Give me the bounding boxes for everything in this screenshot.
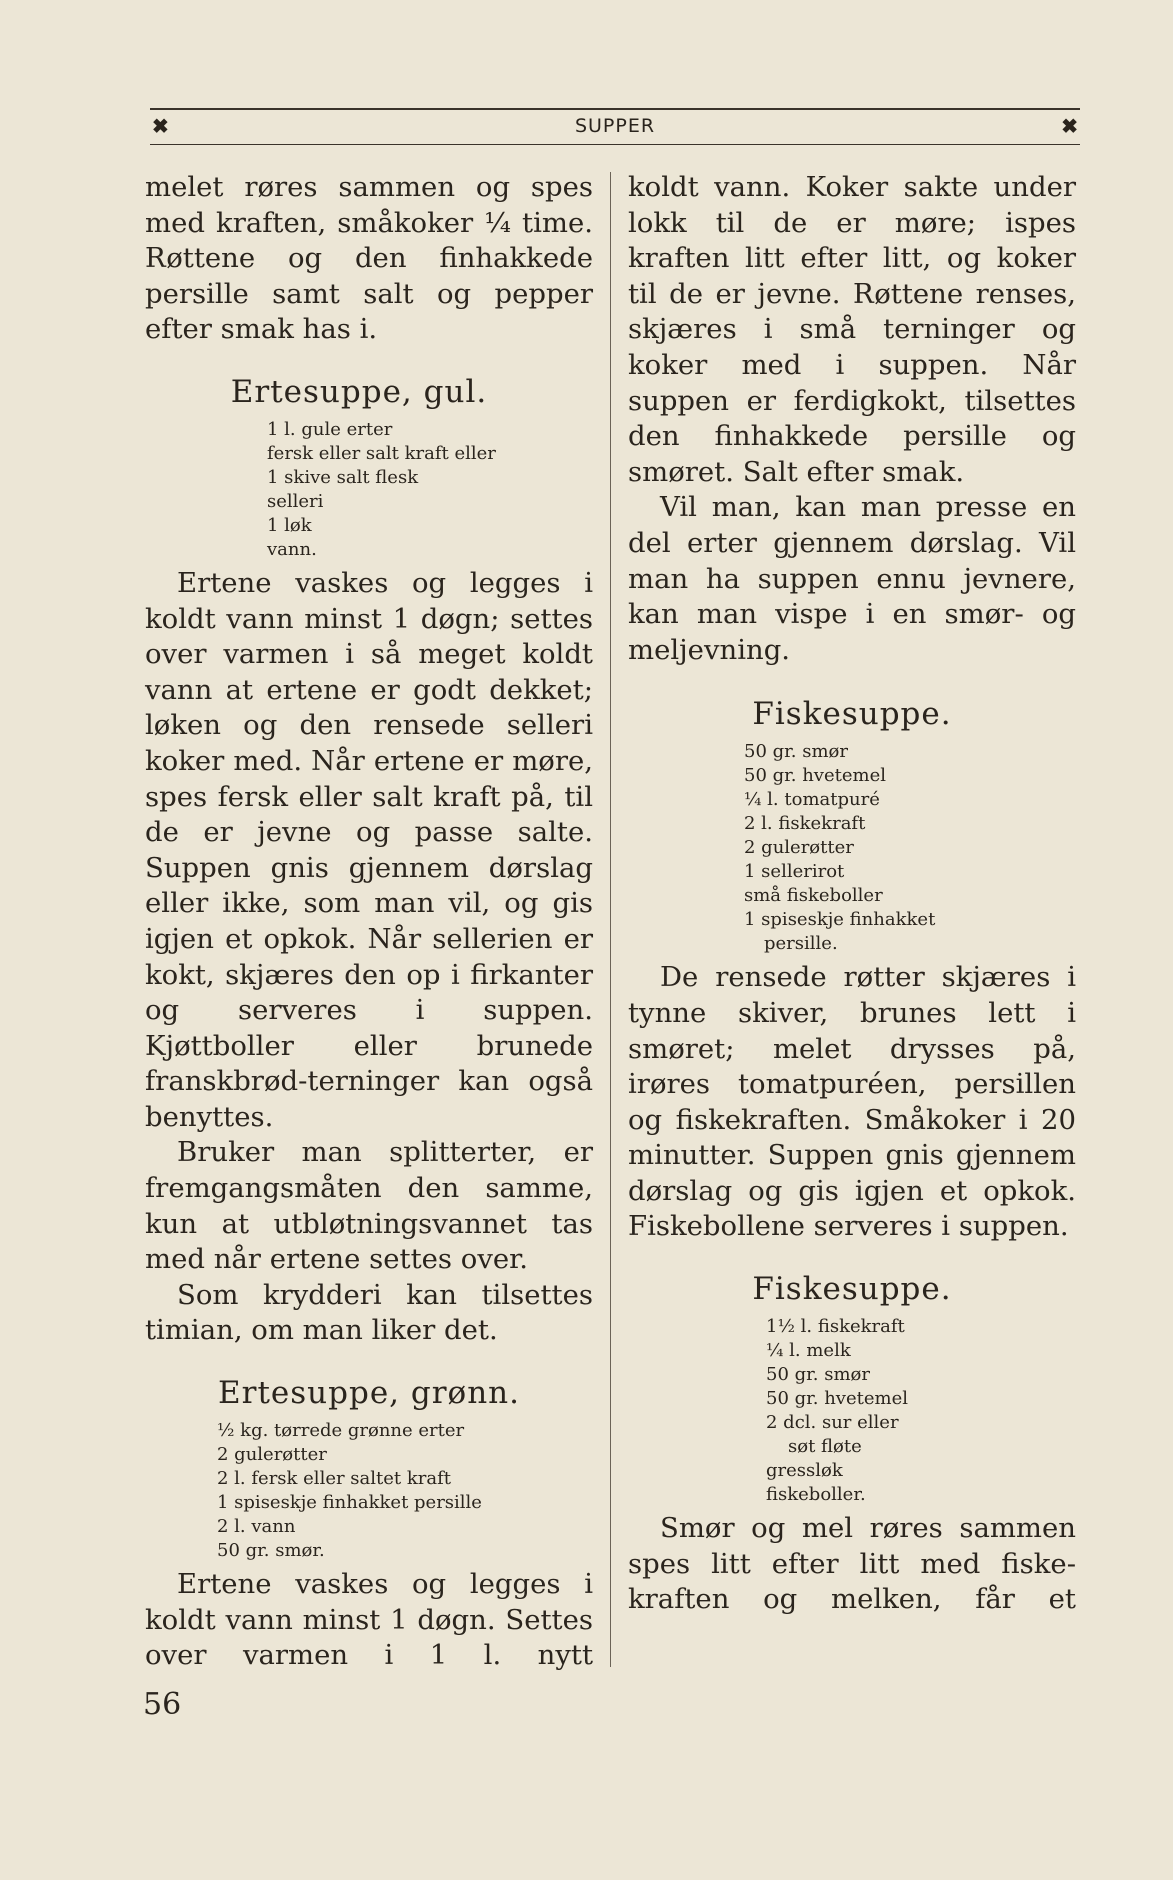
left-column bbox=[145, 170, 593, 1674]
recipe-title-fiskesuppe-1: Fiskesuppe. bbox=[752, 696, 952, 733]
ingredient-item: 1 løk bbox=[267, 514, 312, 536]
ingredient-item: 2 l. vann bbox=[217, 1516, 296, 1538]
ingredient-item: 1 l. gule erter bbox=[267, 418, 393, 440]
ingredient-item: persille. bbox=[764, 933, 838, 955]
ingredient-item: 2 dcl. sur eller bbox=[766, 1412, 899, 1434]
continued-paragraph: Vil man, kan man presse en del erter gjennem dørslag. Vil man ha suppen ennu jevnere, kan man vispe i en smør- og meljevning. bbox=[628, 491, 1076, 666]
recipe-title-fiskesuppe-2: Fiskesuppe. bbox=[752, 1271, 952, 1308]
ingredient-item: 50 gr. hvetemel bbox=[744, 765, 886, 787]
ingredient-item: 2 l. fersk eller saltet kraft bbox=[217, 1468, 452, 1490]
ingredient-item: 50 gr. hvetemel bbox=[766, 1388, 908, 1410]
recipe-paragraph: Bruker man splitterter, er fremgangsmåten den samme, kun at utbløtningsvannet tas med når ertene settes over. bbox=[145, 1136, 593, 1276]
ingredient-item: ¼ l. melk bbox=[766, 1340, 851, 1362]
ingredient-item: 50 gr. smør bbox=[744, 741, 848, 763]
recipe-paragraph: De rensede røtter skjæres i tynne skiver, brunes lett i smøret; melet drysses på, irøres tomatpuréen, persillen og fiskekraften. Småkoker i 20 minutter. Suppen gnis gjennem dørslag og gis igjen et opkok. Fiskebollene serveres i suppen. bbox=[628, 961, 1076, 1243]
right-column bbox=[628, 170, 1076, 1618]
ornament-right-icon: ✖ bbox=[1061, 114, 1078, 138]
ingredient-item: ¼ l. tomatpuré bbox=[744, 789, 880, 811]
ingredient-item: selleri bbox=[267, 490, 324, 512]
ingredients-ertesuppe-gronn bbox=[217, 1419, 593, 1563]
ingredient-item: 50 gr. smør. bbox=[217, 1540, 325, 1562]
ingredient-item: 1 spiseskje finhakket bbox=[744, 909, 936, 931]
ingredient-item: små fiskeboller bbox=[744, 885, 883, 907]
recipe-paragraph: Ertene vaskes og legges i koldt vann minst 1 døgn; settes over varmen i så meget koldt vann at ertene er godt dekket; løken og den rensede selleri koker med. Når ertene er møre, spes fersk eller salt kraft på, til de er jevne og passe salte. Suppen gnis gjennem dørslag eller ikke, som man vil, og gis igjen et opkok. Når sellerien er kokt, skjæres den op i firkanter og serveres i suppen. Kjøttboller eller brunede franskbrød-terninger kan også benyttes. bbox=[145, 566, 593, 1133]
ingredients-fiskesuppe-1 bbox=[744, 740, 1076, 956]
ingredient-item: 1½ l. fiskekraft bbox=[766, 1316, 905, 1338]
column-divider bbox=[610, 172, 611, 1667]
intro-paragraph: melet røres sammen og spes med kraften, småkoker ¼ time. Røttene og den finhakkede persille samt salt og pepper efter smak has i. bbox=[145, 171, 593, 346]
ornament-left-icon: ✖ bbox=[152, 114, 169, 138]
recipe-paragraph: Ertene vaskes og legges i koldt vann minst 1 døgn. Settes over varmen i 1 l. nytt bbox=[145, 1568, 593, 1672]
ingredient-item: fersk eller salt kraft eller bbox=[267, 442, 496, 464]
ingredients-fiskesuppe-2 bbox=[766, 1315, 1076, 1507]
ingredient-item: gressløk bbox=[766, 1460, 843, 1482]
ingredient-item: 2 gulerøtter bbox=[217, 1444, 327, 1466]
ingredient-item: 1 sellerirot bbox=[744, 861, 845, 883]
ingredient-item: 50 gr. smør bbox=[766, 1364, 870, 1386]
running-title: SUPPER bbox=[574, 115, 656, 137]
ingredient-item: ½ kg. tørrede grønne erter bbox=[217, 1420, 465, 1442]
ingredient-item: søt fløte bbox=[788, 1436, 862, 1458]
ingredient-item: 1 skive salt flesk bbox=[267, 466, 419, 488]
ingredients-ertesuppe-gul bbox=[267, 418, 593, 562]
ingredient-item: 1 spiseskje finhakket persille bbox=[217, 1492, 482, 1514]
ingredient-item: 2 l. fiskekraft bbox=[744, 813, 866, 835]
ingredient-item: fiskeboller. bbox=[766, 1484, 866, 1506]
page-number: 56 bbox=[143, 1687, 182, 1722]
recipe-paragraph: Smør og mel røres sammen spes litt efter litt med fiskekraften og melken, får et bbox=[628, 1512, 1076, 1616]
ingredient-item: vann. bbox=[267, 538, 317, 560]
running-header bbox=[150, 108, 1080, 145]
recipe-paragraph: Som krydderi kan tilsettes timian, om man liker det. bbox=[145, 1278, 593, 1347]
ingredient-item: 2 gulerøtter bbox=[744, 837, 854, 859]
recipe-title-ertesuppe-gronn: Ertesuppe, grønn. bbox=[218, 1375, 520, 1412]
recipe-title-ertesuppe-gul: Ertesuppe, gul. bbox=[230, 373, 488, 410]
continued-paragraph: koldt vann. Koker sakte under lokk til de er møre; ispes kraften litt efter litt, og koker til de er jevne. Røttene renses, skjæres i små terninger og koker med i suppen. Når suppen er ferdigkokt, tilsettes den finhakkede persille og smøret. Salt efter smak. bbox=[628, 171, 1076, 488]
